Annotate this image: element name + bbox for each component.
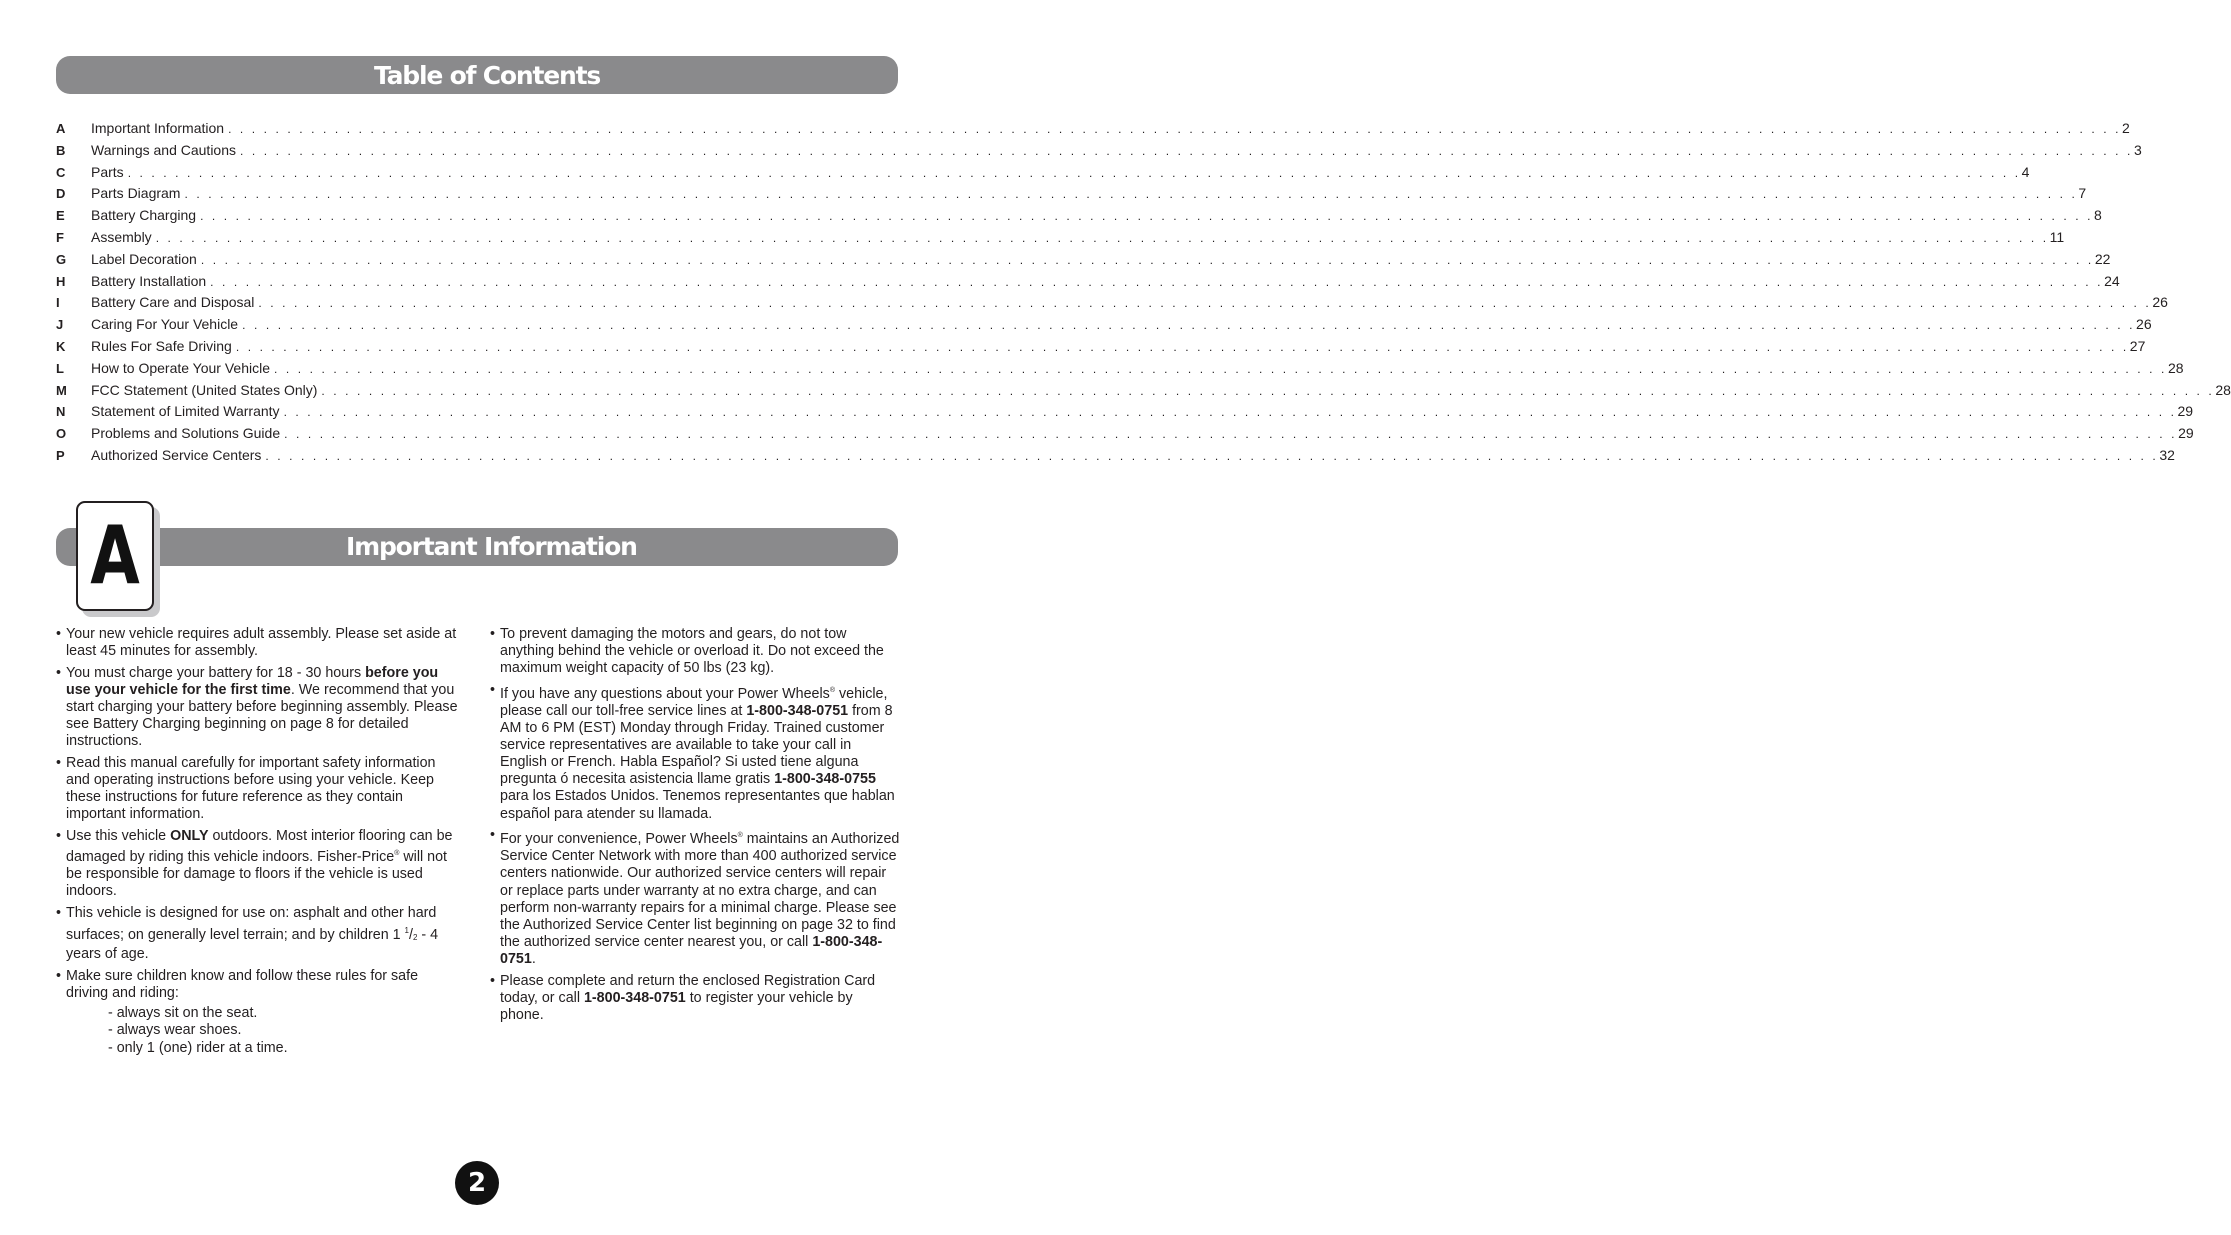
toc-leader-dots: . . . . . . . . . . . . . . . . . . . . . . . . . . . . . . . . . . . . . . . . . . . . . . . . . . . . . . . . . . . . . . . . . . . . . . . . . . . . . . . . . . . . . . . . . . . . . . . . . . . . . . . . . . . . . . . . . . . . . . . . . . . . . . . . . . . . . . . . . . . . . . . . . . . . . . . . . . . . . . . . bbox=[284, 427, 2178, 442]
toc-entry-page: 29 bbox=[2177, 403, 2194, 420]
toc-entry-page: 4 bbox=[2021, 163, 2030, 180]
toc-entry-page: 26 bbox=[2136, 316, 2152, 333]
toc-entry bbox=[56, 228, 2065, 251]
rule-item: - always wear shoes. bbox=[108, 1022, 242, 1039]
toc-entry-title: Battery Care and Disposal bbox=[91, 294, 255, 311]
toc-entry-letter: J bbox=[56, 317, 64, 333]
rules-list bbox=[66, 1005, 460, 1057]
toc-entry-letter: C bbox=[56, 164, 66, 180]
toc-entry-page: 11 bbox=[2049, 228, 2065, 245]
list-item: • This vehicle is designed for use on: asphalt and other hard surfaces; on generally level terrain; and by children 1 $^1$/2 - 4 years of age. bbox=[56, 905, 460, 963]
toc-entry bbox=[56, 381, 2231, 404]
toc-entry bbox=[56, 250, 2111, 273]
toc-entry-title: Statement of Limited Warranty bbox=[91, 403, 280, 420]
toc-entry-page: 26 bbox=[2152, 294, 2168, 311]
toc-banner bbox=[56, 56, 898, 94]
toc-entry bbox=[56, 446, 2175, 469]
page-number: 2 bbox=[455, 1161, 499, 1205]
rule-item: - always sit on the seat. bbox=[108, 1004, 258, 1021]
toc-leader-dots: . . . . . . . . . . . . . . . . . . . . . . . . . . . . . . . . . . . . . . . . . . . . . . . . . . . . . . . . . . . . . . . . . . . . . . . . . . . . . . . . . . . . . . . . . . . . . . . . . . . . . . . . . . . . . . . . . . . . . . . . . . . . . . . . . . . . . . . . . . . . . . . . . . . . . . . . . . . . . . . . bbox=[265, 448, 2159, 463]
toc-entry-title: Parts Diagram bbox=[91, 185, 181, 202]
section-heading: Important Information bbox=[346, 532, 637, 561]
toc-entry-letter: I bbox=[56, 295, 60, 311]
toc-entry-page: 32 bbox=[2159, 446, 2175, 463]
toc-leader-dots: . . . . . . . . . . . . . . . . . . . . . . . . . . . . . . . . . . . . . . . . . . . . . . . . . . . . . . . . . . . . . . . . . . . . . . . . . . . . . . . . . . . . . . . . . . . . . . . . . . . . . . . . . . . . . . . . . . . . . . . . . . . . . . . . . . . . . . . . . . . . . . . . . . . . . . . . . . . . . . . . bbox=[200, 252, 2094, 267]
toc-entry bbox=[56, 316, 2152, 338]
toc-entry-page: 8 bbox=[2094, 207, 2102, 224]
toc-entry-page: 28 bbox=[2167, 359, 2184, 376]
toc-entry-title: FCC Statement (United States Only) bbox=[91, 381, 318, 398]
toc-leader-dots: . . . . . . . . . . . . . . . . . . . . . . . . . . . . . . . . . . . . . . . . . . . . . . . . . . . . . . . . . . . . . . . . . . . . . . . . . . . . . . . . . . . . . . . . . . . . . . . . . . . . . . . . . . . . . . . . . . . . . . . . . . . . . . . . . . . . . . . . . . . . . . . . . . . . . . . . . . . . . . . . bbox=[235, 339, 2129, 354]
toc-entry-letter: M bbox=[56, 382, 67, 398]
toc-entry-title: Assembly bbox=[91, 228, 152, 245]
toc-entry-letter: P bbox=[56, 447, 65, 463]
toc-entry-title: Caring For Your Vehicle bbox=[91, 316, 239, 333]
list-item: • For your convenience, Power Wheels® maintains an Authorized Service Center Network with more than 400 authorized service centers nationwide. Our authorized service centers will repair or replace parts under warranty at no extra charge, and can perform non-warranty repairs for a minimal charge. Please see the Authorized Service Center list beginning on page 32 to find the authorized service center nearest you, or call 1-800-348-0751. bbox=[490, 827, 900, 968]
list-item: • You must charge your battery for 18 - 30 hours before you use your vehicle for the first time. We recommend that you start charging your battery before beginning assembly. Please see Battery Charging beginning on page 8 for detailed instructions. bbox=[56, 665, 460, 750]
toc-leader-dots: . . . . . . . . . . . . . . . . . . . . . . . . . . . . . . . . . . . . . . . . . . . . . . . . . . . . . . . . . . . . . . . . . . . . . . . . . . . . . . . . . . . . . . . . . . . . . . . . . . . . . . . . . . . . . . . . . . . . . . . . . . . . . . . . . . . . . . . . . . . . . . . . . . . . . . . . . . . . . . . . bbox=[321, 383, 2215, 398]
toc-entry-page: 29 bbox=[2178, 425, 2194, 442]
toc-entry-page: 22 bbox=[2094, 250, 2111, 267]
toc-entry-letter: H bbox=[56, 273, 66, 289]
toc-entry-title: Problems and Solutions Guide bbox=[91, 425, 281, 442]
phone-number: 1-800-348-0751 bbox=[500, 933, 883, 967]
toc-entry-title: Authorized Service Centers bbox=[91, 446, 262, 463]
toc-leader-dots: . . . . . . . . . . . . . . . . . . . . . . . . . . . . . . . . . . . . . . . . . . . . . . . . . . . . . . . . . . . . . . . . . . . . . . . . . . . . . . . . . . . . . . . . . . . . . . . . . . . . . . . . . . . . . . . . . . . . . . . . . . . . . . . . . . . . . . . . . . . . . . . . . . . . . . . . . . . . . . . . bbox=[274, 361, 2167, 376]
list-item: • Use this vehicle ONLY outdoors. Most interior flooring can be damaged by riding this vehicle indoors. Fisher-Price® will not be responsible for damage to floors if the vehicle is used indoors. bbox=[56, 828, 460, 900]
toc-entry bbox=[56, 185, 2087, 207]
toc-entry-title: Label Decoration bbox=[91, 250, 197, 267]
toc-entry bbox=[56, 141, 2142, 164]
toc-leader-dots: . . . . . . . . . . . . . . . . . . . . . . . . . . . . . . . . . . . . . . . . . . . . . . . . . . . . . . . . . . . . . . . . . . . . . . . . . . . . . . . . . . . . . . . . . . . . . . . . . . . . . . . . . . . . . . . . . . . . . . . . . . . . . . . . . . . . . . . . . . . . . . . . . . . . . . . . . . . . . . . . bbox=[210, 274, 2104, 289]
toc-leader-dots: . . . . . . . . . . . . . . . . . . . . . . . . . . . . . . . . . . . . . . . . . . . . . . . . . . . . . . . . . . . . . . . . . . . . . . . . . . . . . . . . . . . . . . . . . . . . . . . . . . . . . . . . . . . . . . . . . . . . . . . . . . . . . . . . . . . . . . . . . . . . . . . . . . . . . . . . . . . . . . . . bbox=[258, 296, 2152, 311]
toc-entry-page: 7 bbox=[2078, 185, 2087, 202]
toc-heading: Table of Contents bbox=[374, 61, 601, 90]
toc-entry-title: Battery Installation bbox=[91, 272, 207, 289]
toc-entry-letter: B bbox=[56, 142, 66, 158]
list-item: • To prevent damaging the motors and gears, do not tow anything behind the vehicle or overload it. Do not exceed the maximum weight capacity of 50 lbs (23 kg). bbox=[490, 626, 900, 677]
toc-entry bbox=[56, 359, 2184, 382]
list-item: • Read this manual carefully for important safety information and operating instructions before using your vehicle. Keep these instructions for future reference as they contain important information. bbox=[56, 755, 460, 823]
toc-leader-dots: . . . . . . . . . . . . . . . . . . . . . . . . . . . . . . . . . . . . . . . . . . . . . . . . . . . . . . . . . . . . . . . . . . . . . . . . . . . . . . . . . . . . . . . . . . . . . . . . . . . . . . . . . . . . . . . . . . . . . . . . . . . . . . . . . . . . . . . . . . . . . . . . . . . . . . . . . . . . . . . . bbox=[184, 187, 2078, 202]
toc-entry-letter: L bbox=[56, 360, 64, 376]
toc-entry-page: 3 bbox=[2133, 141, 2142, 158]
toc-entry bbox=[56, 272, 2120, 295]
toc-leader-dots: . . . . . . . . . . . . . . . . . . . . . . . . . . . . . . . . . . . . . . . . . . . . . . . . . . . . . . . . . . . . . . . . . . . . . . . . . . . . . . . . . . . . . . . . . . . . . . . . . . . . . . . . . . . . . . . . . . . . . . . . . . . . . . . . . . . . . . . . . . . . . . . . . . . . . . . . . . . . . . . . bbox=[242, 318, 2136, 333]
right-column bbox=[490, 626, 900, 1028]
toc-entry-letter: E bbox=[56, 208, 65, 224]
toc-entry-letter: F bbox=[56, 229, 64, 245]
toc-entry bbox=[56, 207, 2102, 229]
toc-entry bbox=[56, 425, 2194, 447]
toc-entry bbox=[56, 294, 2168, 316]
toc-entry bbox=[56, 337, 2146, 360]
toc-entry-letter: N bbox=[56, 404, 66, 420]
list-item: • If you have any questions about your Power Wheels® vehicle, please call our toll-free service lines at 1-800-348-0751 from 8 AM to 6 PM (EST) Monday through Friday. Trained customer service representatives are available to take your call in English or French. Habla Español? Si usted tiene alguna pregunta ó necesita asistencia llame gratis 1-800-348-0755 para los Estados Unidos. Tenemos representantes que hablan español para atender su llamada. bbox=[490, 682, 900, 823]
toc-leader-dots: . . . . . . . . . . . . . . . . . . . . . . . . . . . . . . . . . . . . . . . . . . . . . . . . . . . . . . . . . . . . . . . . . . . . . . . . . . . . . . . . . . . . . . . . . . . . . . . . . . . . . . . . . . . . . . . . . . . . . . . . . . . . . . . . . . . . . . . . . . . . . . . . . . . . . . . . . . . . . . . . bbox=[283, 405, 2177, 420]
left-column bbox=[56, 626, 460, 1062]
table-of-contents bbox=[56, 120, 2231, 469]
toc-entry-page: 28 bbox=[2215, 381, 2231, 398]
phone-number: 1-800-348-0751 bbox=[583, 989, 686, 1006]
toc-entry-title: Important Information bbox=[91, 120, 225, 136]
phone-number: 1-800-348-0755 bbox=[774, 771, 876, 788]
phone-number: 1-800-348-0751 bbox=[746, 702, 849, 719]
toc-entry-letter: D bbox=[56, 186, 66, 202]
toc-entry-title: Rules For Safe Driving bbox=[91, 337, 232, 354]
rule-item: - only 1 (one) rider at a time. bbox=[108, 1039, 288, 1056]
toc-leader-dots: . . . . . . . . . . . . . . . . . . . . . . . . . . . . . . . . . . . . . . . . . . . . . . . . . . . . . . . . . . . . . . . . . . . . . . . . . . . . . . . . . . . . . . . . . . . . . . . . . . . . . . . . . . . . . . . . . . . . . . . . . . . . . . . . . . . . . . . . . . . . . . . . . . . . . . . . . . . . . . . . bbox=[228, 122, 2122, 136]
toc-entry-letter: K bbox=[56, 338, 66, 354]
toc-entry bbox=[56, 120, 2130, 142]
list-item: • Make sure children know and follow these rules for safe driving and riding: - always sit on the seat. - always wear shoes. - only 1 (one) rider at a time. bbox=[56, 968, 460, 1057]
toc-entry-letter: G bbox=[56, 251, 67, 267]
section-banner bbox=[56, 528, 898, 566]
toc-leader-dots: . . . . . . . . . . . . . . . . . . . . . . . . . . . . . . . . . . . . . . . . . . . . . . . . . . . . . . . . . . . . . . . . . . . . . . . . . . . . . . . . . . . . . . . . . . . . . . . . . . . . . . . . . . . . . . . . . . . . . . . . . . . . . . . . . . . . . . . . . . . . . . . . . . . . . . . . . . . . . . . . bbox=[200, 209, 2094, 224]
toc-leader-dots: . . . . . . . . . . . . . . . . . . . . . . . . . . . . . . . . . . . . . . . . . . . . . . . . . . . . . . . . . . . . . . . . . . . . . . . . . . . . . . . . . . . . . . . . . . . . . . . . . . . . . . . . . . . . . . . . . . . . . . . . . . . . . . . . . . . . . . . . . . . . . . . . . . . . . . . . . . . . . . . . bbox=[127, 165, 2021, 180]
toc-entry-page: 27 bbox=[2129, 337, 2146, 354]
toc-entry-page: 2 bbox=[2122, 120, 2130, 136]
toc-entry bbox=[56, 403, 2194, 425]
toc-entry-page: 24 bbox=[2104, 272, 2120, 289]
toc-entry-title: How to Operate Your Vehicle bbox=[91, 359, 271, 376]
toc-entry bbox=[56, 163, 2030, 186]
toc-entry-letter: A bbox=[56, 121, 66, 136]
toc-entry-title: Battery Charging bbox=[91, 207, 197, 224]
toc-entry-title: Parts bbox=[91, 163, 124, 180]
list-item: • Please complete and return the enclosed Registration Card today, or call 1-800-348-0751 to register your vehicle by phone. bbox=[490, 973, 900, 1024]
toc-entry-title: Warnings and Cautions bbox=[91, 141, 237, 158]
toc-leader-dots: . . . . . . . . . . . . . . . . . . . . . . . . . . . . . . . . . . . . . . . . . . . . . . . . . . . . . . . . . . . . . . . . . . . . . . . . . . . . . . . . . . . . . . . . . . . . . . . . . . . . . . . . . . . . . . . . . . . . . . . . . . . . . . . . . . . . . . . . . . . . . . . . . . . . . . . . . . . . . . . . bbox=[155, 230, 2049, 245]
toc-leader-dots: . . . . . . . . . . . . . . . . . . . . . . . . . . . . . . . . . . . . . . . . . . . . . . . . . . . . . . . . . . . . . . . . . . . . . . . . . . . . . . . . . . . . . . . . . . . . . . . . . . . . . . . . . . . . . . . . . . . . . . . . . . . . . . . . . . . . . . . . . . . . . . . . . . . . . . . . . . . . . . . . bbox=[240, 143, 2133, 158]
section-letter: A bbox=[90, 509, 140, 602]
list-item: • Your new vehicle requires adult assembly. Please set aside at least 45 minutes for assembly. bbox=[56, 626, 460, 660]
toc-entry-letter: O bbox=[56, 426, 67, 442]
section-letter-tab bbox=[76, 501, 154, 611]
